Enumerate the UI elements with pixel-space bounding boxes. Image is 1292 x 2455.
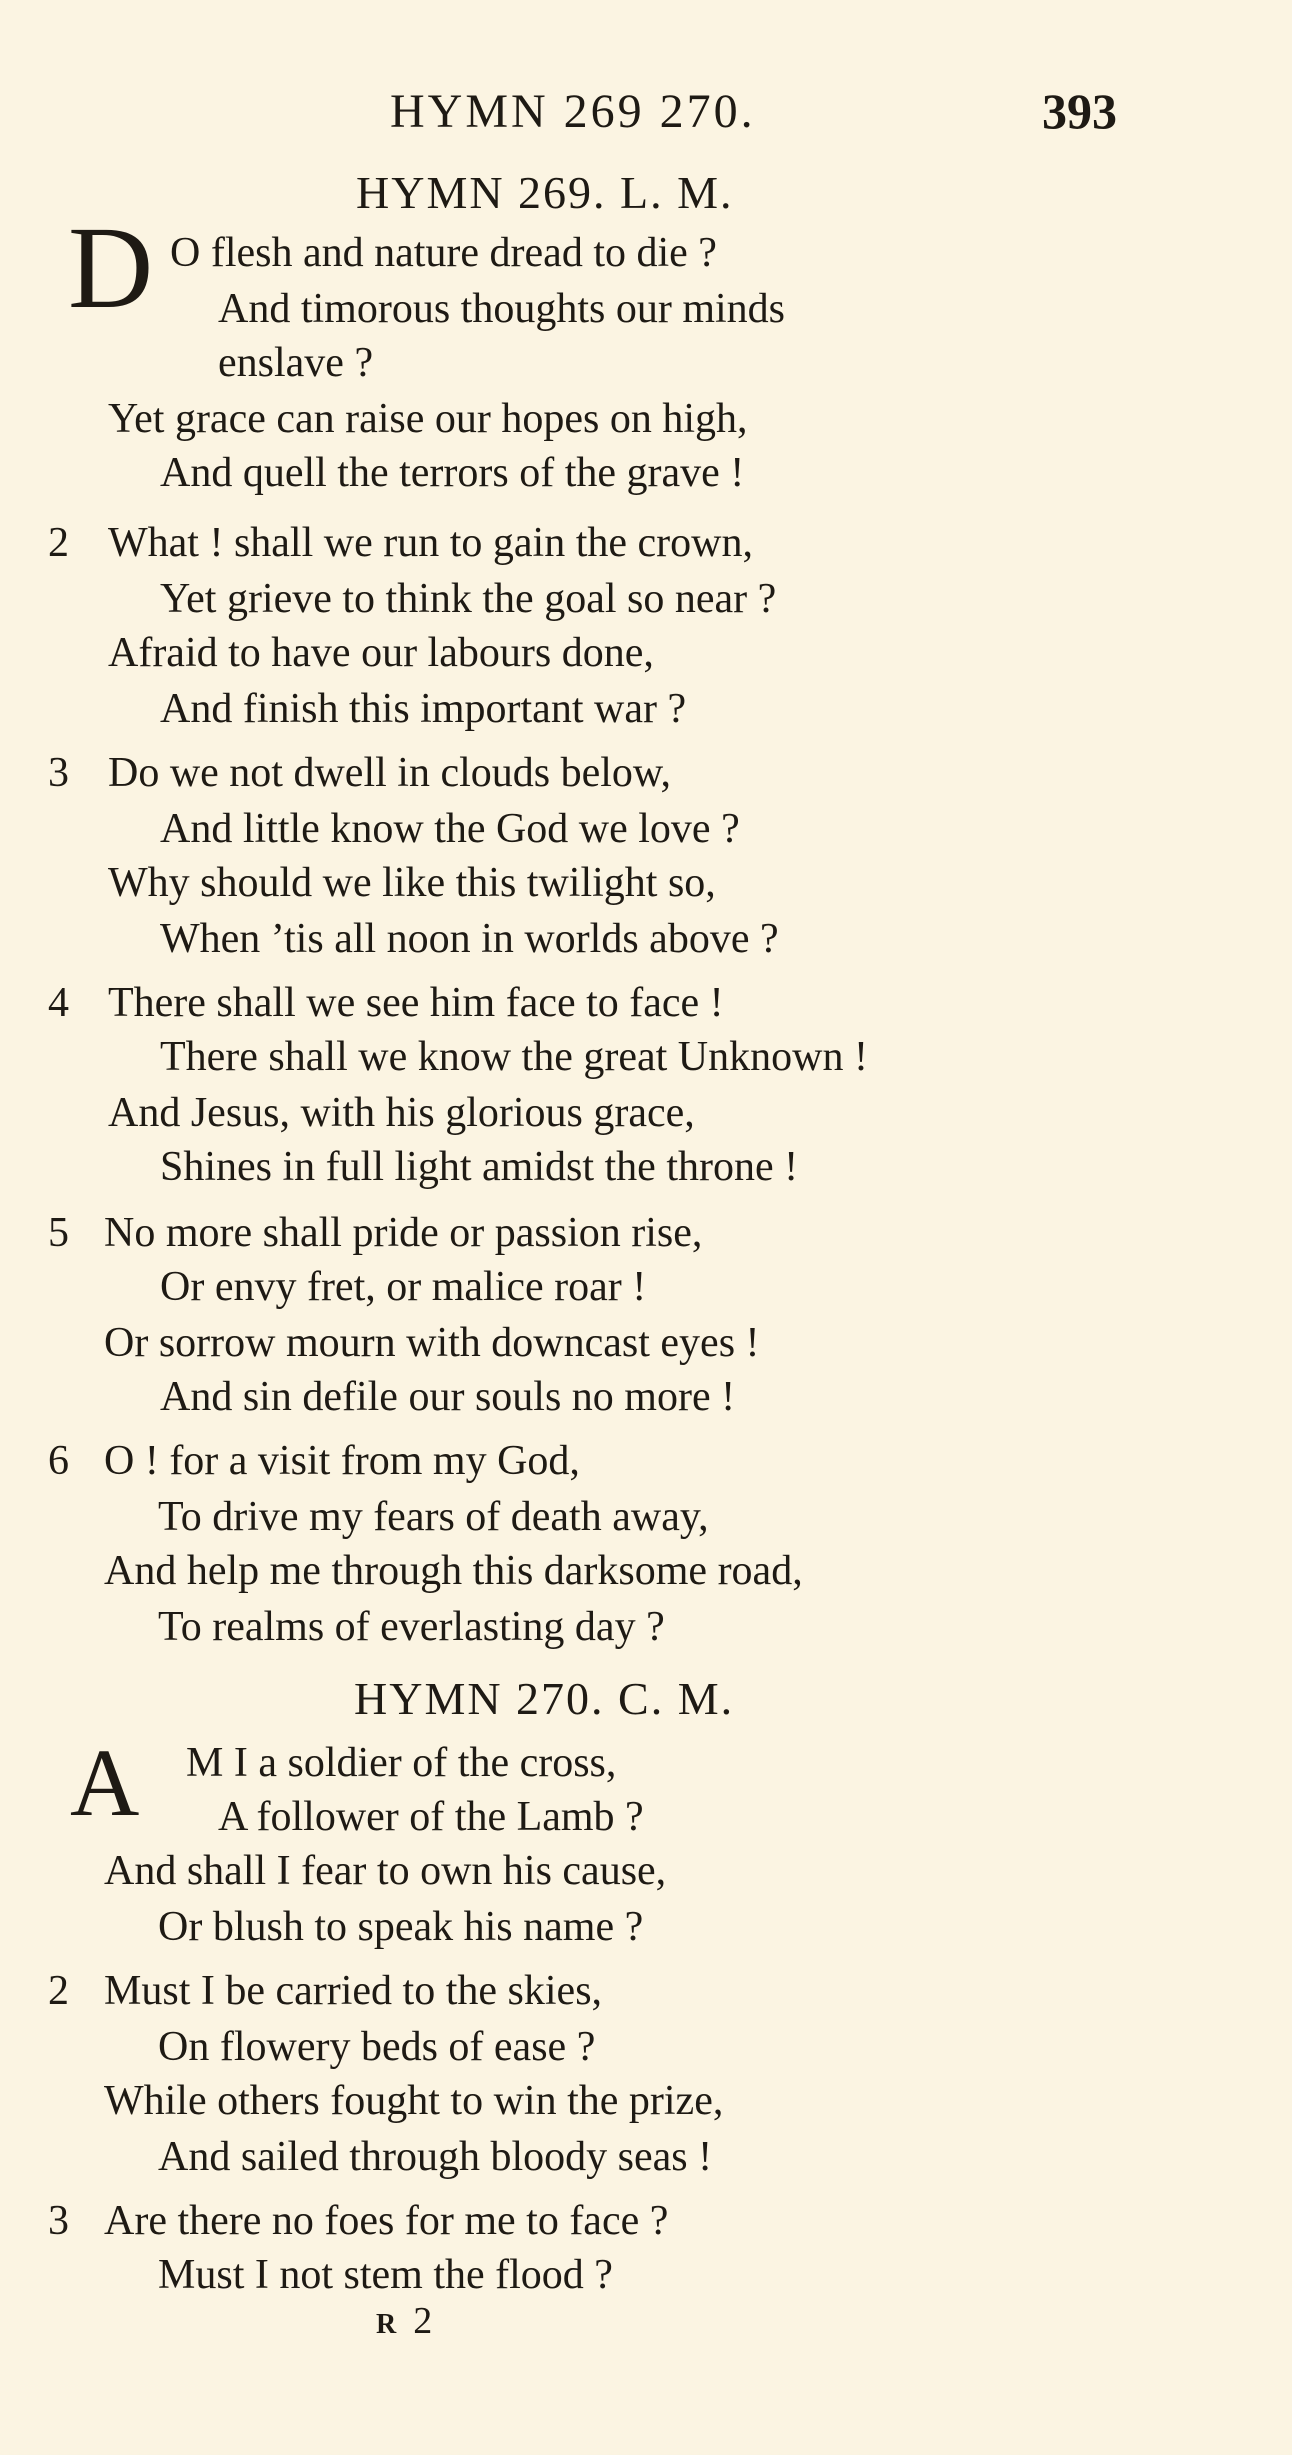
hymn-270-line: While others fought to win the prize, xyxy=(104,2078,724,2124)
hymn-269-title: HYMN 269. L. M. xyxy=(356,167,734,218)
hymn-269-line: No more shall pride or passion rise, xyxy=(104,1210,703,1256)
hymn-269-line: There shall we know the great Unknown ! xyxy=(160,1034,868,1080)
hymn-269-line: What ! shall we run to gain the crown, xyxy=(108,520,753,566)
running-head: HYMN 269 270. xyxy=(390,85,756,138)
signature-mark xyxy=(376,2302,432,2340)
hymn-269-line: And finish this important war ? xyxy=(160,686,687,732)
hymn-269-line: Yet grace can raise our hopes on high, xyxy=(108,396,748,442)
hymn-270-line: And shall I fear to own his cause, xyxy=(104,1848,667,1894)
hymn-270-title: HYMN 270. C. M. xyxy=(354,1673,735,1724)
hymn-269-line: Why should we like this twilight so, xyxy=(108,860,716,906)
hymn-269-line: And help me through this darksome road, xyxy=(104,1548,803,1594)
hymn-270-line: Or blush to speak his name ? xyxy=(158,1904,644,1950)
hymn-269-line: Shines in full light amidst the throne ! xyxy=(160,1144,799,1190)
stanza-number: 3 xyxy=(48,750,69,796)
hymn-269-line: To realms of everlasting day ? xyxy=(158,1604,665,1650)
hymn-270-line: Are there no foes for me to face ? xyxy=(104,2198,669,2244)
hymn-270-line: A follower of the Lamb ? xyxy=(218,1794,644,1840)
hymn-270-line: Must I not stem the flood ? xyxy=(158,2252,613,2298)
stanza-number: 2 xyxy=(48,520,69,566)
hymn-269-line: There shall we see him face to face ! xyxy=(108,980,724,1026)
hymn-269-line: enslave ? xyxy=(218,340,374,386)
hymn-269-drop-cap: D xyxy=(68,202,154,333)
hymn-269-line: When ’tis all noon in worlds above ? xyxy=(160,916,779,962)
stanza-number: 5 xyxy=(48,1210,69,1256)
hymn-269-line: And timorous thoughts our minds xyxy=(218,286,786,332)
hymn-269-line: O ! for a visit from my God, xyxy=(104,1438,580,1484)
stanza-number: 6 xyxy=(48,1438,69,1484)
hymn-269-line: O flesh and nature dread to die ? xyxy=(170,230,717,276)
hymn-269-line: Do we not dwell in clouds below, xyxy=(108,750,672,796)
hymn-270-drop-cap: A xyxy=(70,1729,140,1836)
hymn-270-line: On flowery beds of ease ? xyxy=(158,2024,596,2070)
hymn-269-line: Or sorrow mourn with downcast eyes ! xyxy=(104,1320,760,1366)
hymn-269-line: And little know the God we love ? xyxy=(160,806,740,852)
hymn-270-line: M I a soldier of the cross, xyxy=(186,1740,617,1786)
stanza-number: 4 xyxy=(48,980,69,1026)
signature-number: 2 xyxy=(413,2300,433,2342)
hymn-269-line: Or envy fret, or malice roar ! xyxy=(160,1264,647,1310)
hymn-270-line: Must I be carried to the skies, xyxy=(104,1968,603,2014)
page-number: 393 xyxy=(1042,83,1117,139)
hymn-269-line: And quell the terrors of the grave ! xyxy=(160,450,745,496)
hymn-269-line: Yet grieve to think the goal so near ? xyxy=(160,576,777,622)
hymn-270-line: And sailed through bloody seas ! xyxy=(158,2134,713,2180)
hymn-269-line: To drive my fears of death away, xyxy=(158,1494,709,1540)
stanza-number: 2 xyxy=(48,1968,69,2014)
hymn-269-line: And sin defile our souls no more ! xyxy=(160,1374,736,1420)
hymn-269-line: And Jesus, with his glorious grace, xyxy=(108,1090,695,1136)
stanza-number: 3 xyxy=(48,2198,69,2244)
hymn-269-line: Afraid to have our labours done, xyxy=(108,630,654,676)
signature-letter: R xyxy=(376,2309,398,2340)
